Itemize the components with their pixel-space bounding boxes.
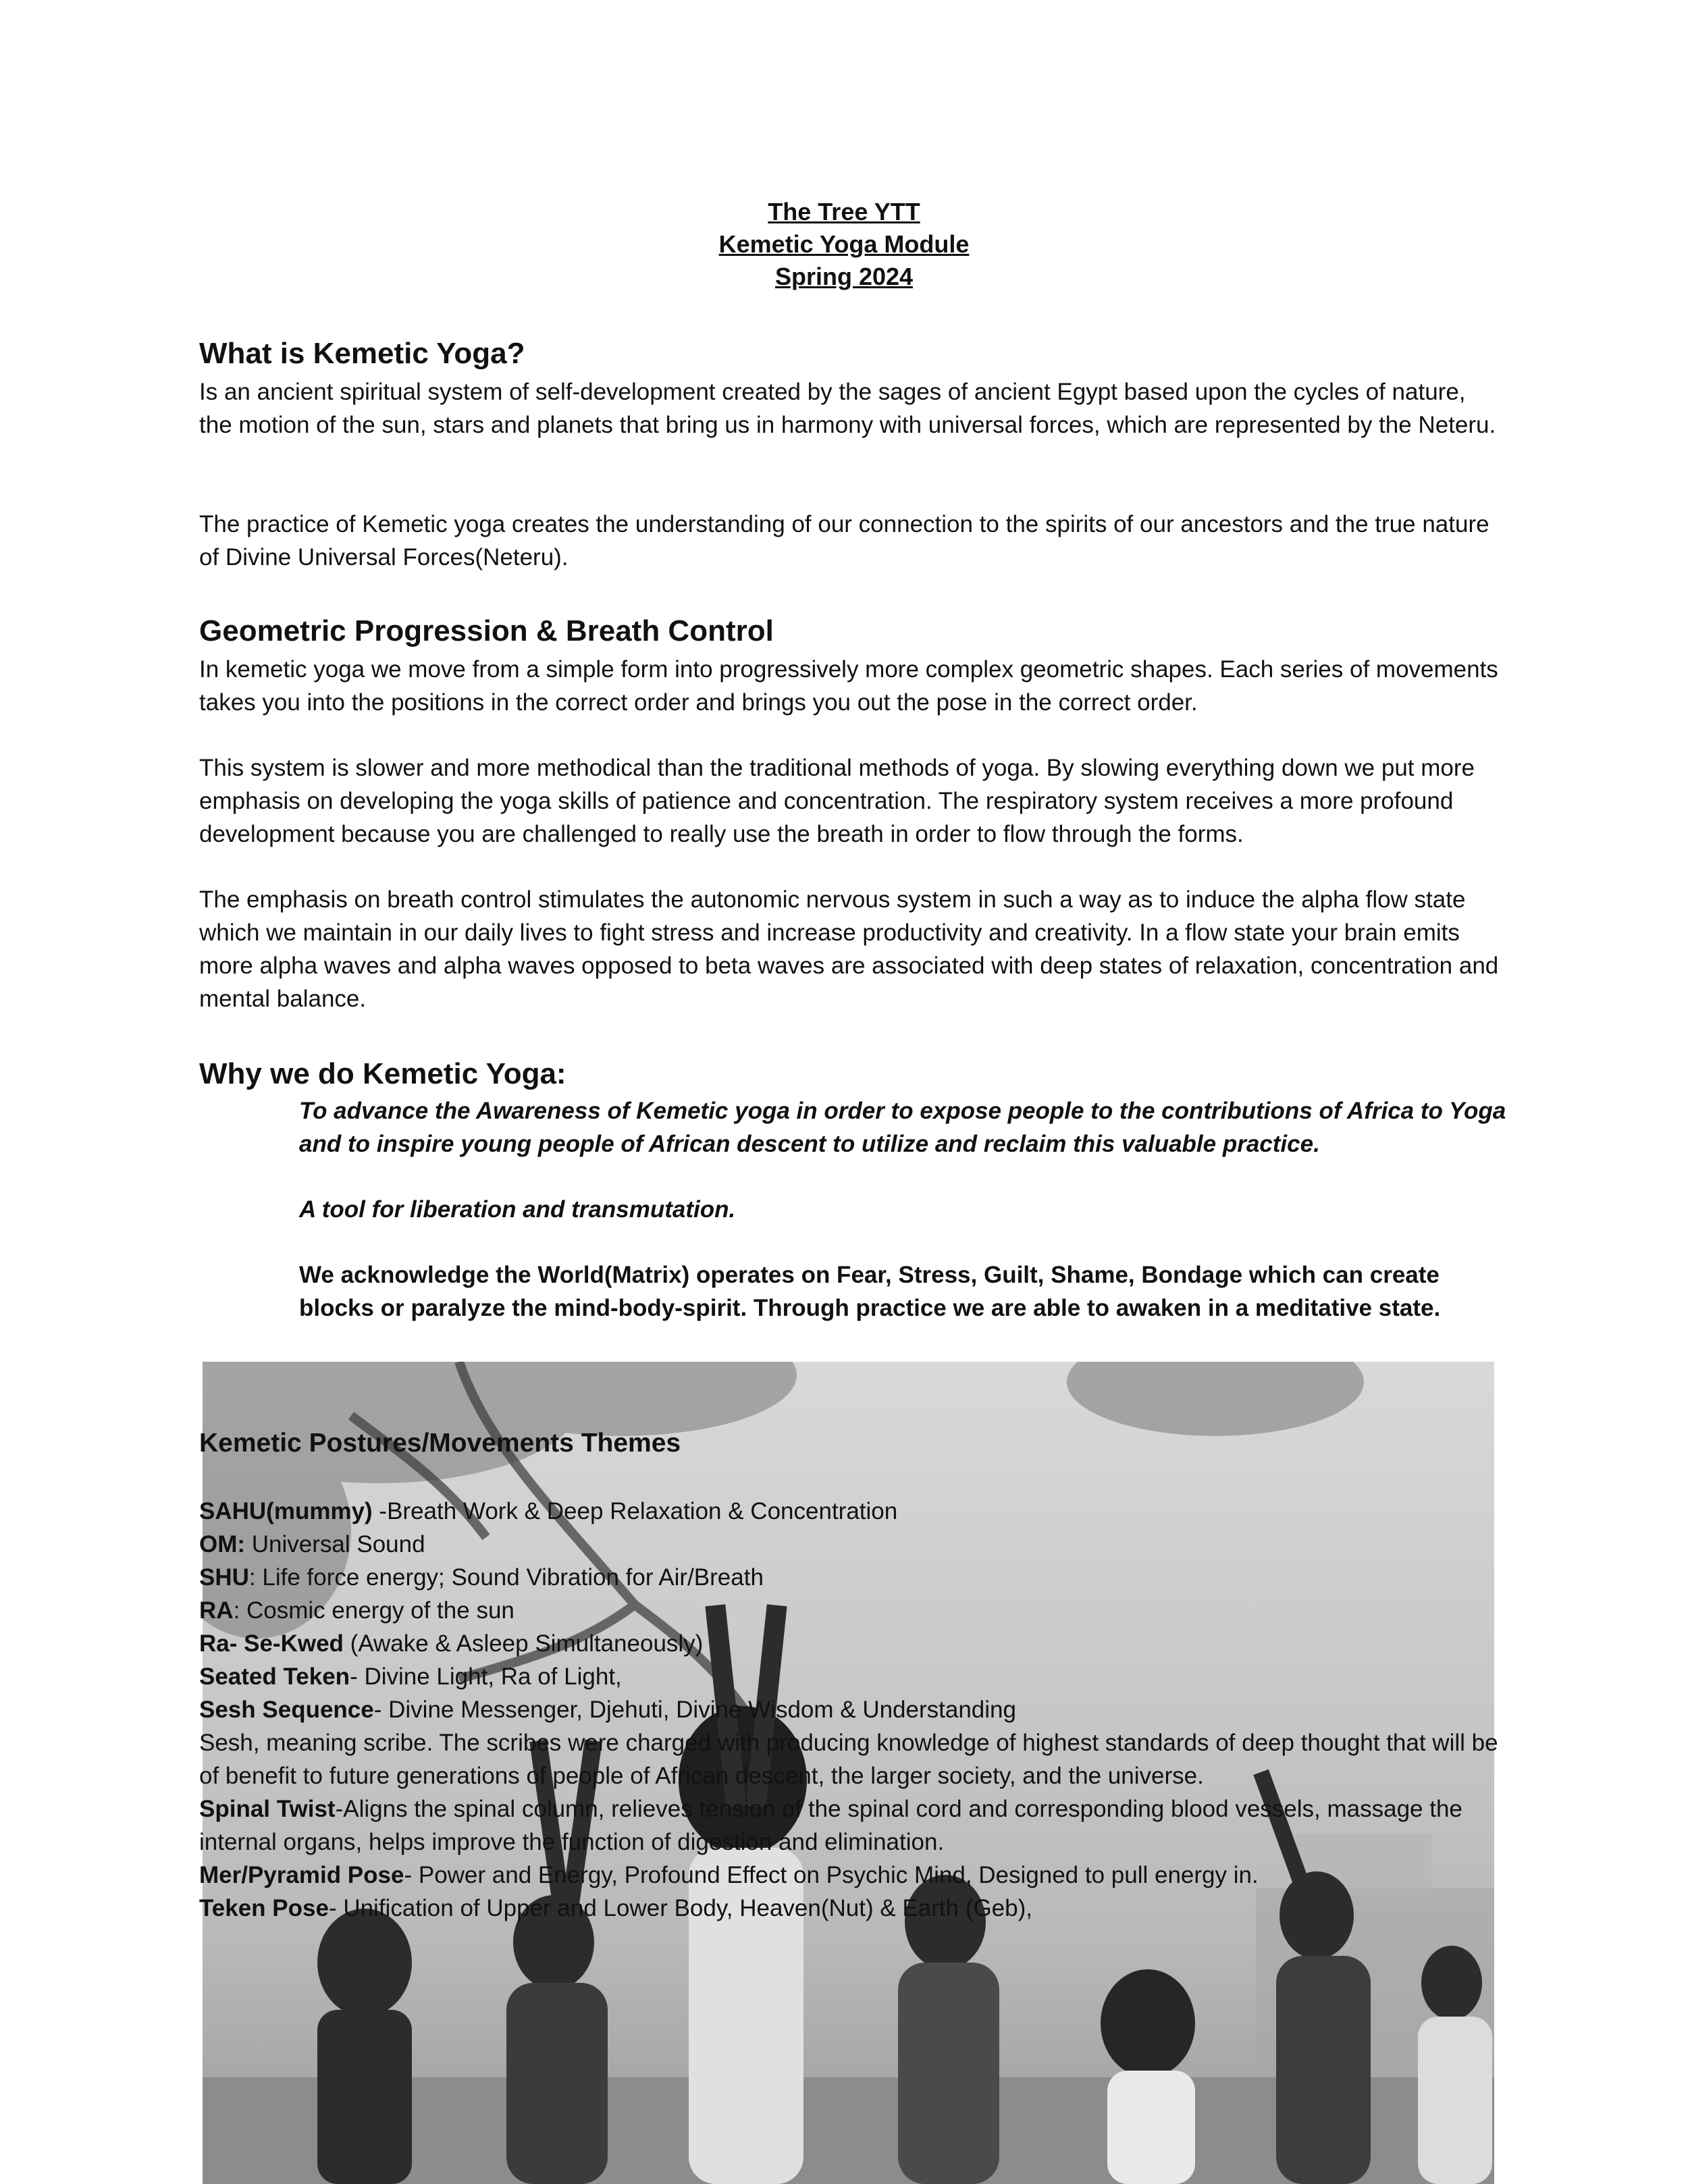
posture-item bbox=[199, 1495, 1516, 1528]
posture-term: Mer/Pyramid Pose bbox=[199, 1862, 404, 1888]
posture-desc: : Life force energy; Sound Vibration for Air/Breath bbox=[248, 1564, 764, 1591]
posture-term: Teken Pose bbox=[199, 1895, 329, 1921]
sesh-note: Sesh, meaning scribe. The scribes were charged with producing knowledge of highest standards of deep thought that will be of benefit to future generations of people of African descent, the larger society, and the universe. bbox=[199, 1730, 1498, 1789]
geometric-paragraph-2: This system is slower and more methodical than the traditional methods of yoga. By slowing everything down we put more emphasis on developing the yoga skills of patience and concentration. The respiratory system receives a more profound development because you are challenged to really use the breath in order to flow through the forms. bbox=[199, 755, 1475, 847]
postures-list bbox=[199, 1495, 1516, 1925]
what-is-paragraph-2: The practice of Kemetic yoga creates the understanding of our connection to the spirits of our ancestors and the true nature of Divine Universal Forces(Neteru). bbox=[199, 511, 1489, 570]
document-title-block bbox=[0, 196, 1688, 293]
posture-item bbox=[199, 1792, 1516, 1859]
posture-desc: - Divine Light, Ra of Light, bbox=[350, 1663, 622, 1690]
posture-item bbox=[199, 1660, 1516, 1693]
title-line-2: Kemetic Yoga Module bbox=[718, 230, 970, 258]
posture-term: Seated Teken bbox=[199, 1663, 350, 1690]
posture-term: RA bbox=[199, 1597, 234, 1624]
posture-desc: -Breath Work & Deep Relaxation & Concentration bbox=[372, 1498, 898, 1524]
postures-heading: Kemetic Postures/Movements Themes bbox=[199, 1429, 681, 1458]
geometric-paragraph-1: In kemetic yoga we move from a simple form into progressively more complex geometric shapes. Each series of movements takes you into the positions in the correct order and brings you out the pose in the correct order. bbox=[199, 656, 1498, 716]
posture-term: SAHU(mummy) bbox=[199, 1498, 373, 1524]
why-point-3: We acknowledge the World(Matrix) operates on Fear, Stress, Guilt, Shame, Bondage which can create blocks or paralyze the mind-body-spirit. Through practice we are able to awaken in a meditative state. bbox=[299, 1262, 1441, 1321]
posture-term: OM: bbox=[199, 1531, 246, 1557]
heading-geometric-progression: Geometric Progression & Breath Control bbox=[199, 614, 774, 647]
heading-what-is: What is Kemetic Yoga? bbox=[199, 337, 525, 370]
posture-term: Sesh Sequence bbox=[199, 1697, 374, 1723]
posture-item bbox=[199, 1693, 1516, 1726]
why-point-1: To advance the Awareness of Kemetic yoga in order to expose people to the contributions of Africa to Yoga and to inspire young people of African descent to utilize and reclaim this valuable practice. bbox=[299, 1098, 1506, 1157]
posture-term: Spinal Twist bbox=[199, 1796, 336, 1822]
posture-desc: Universal Sound bbox=[245, 1531, 425, 1557]
posture-item bbox=[199, 1892, 1516, 1925]
posture-item bbox=[199, 1561, 1516, 1594]
title-line-3: Spring 2024 bbox=[774, 263, 914, 290]
posture-term: Ra- Se-Kwed bbox=[199, 1630, 344, 1657]
geometric-paragraph-3: The emphasis on breath control stimulates the autonomic nervous system in such a way as to induce the alpha flow state which we maintain in our daily lives to fight stress and increase productivity and creativity. In a flow state your brain emits more alpha waves and alpha waves opposed to beta waves are associated with deep states of relaxation, concentration and mental balance. bbox=[199, 886, 1499, 1012]
posture-desc: - Power and Energy, Profound Effect on Psychic Mind, Designed to pull energy in. bbox=[404, 1862, 1259, 1888]
posture-desc: : Cosmic energy of the sun bbox=[233, 1597, 515, 1624]
posture-item bbox=[199, 1594, 1516, 1627]
posture-desc: - Divine Messenger, Djehuti, Divine Wisdom & Understanding bbox=[373, 1697, 1016, 1723]
what-is-paragraph-1: Is an ancient spiritual system of self-development created by the sages of ancient Egypt based upon the cycles of nature, the motion of the sun, stars and planets that bring us in harmony with universal forces, which are represented by the Neteru. bbox=[199, 379, 1496, 438]
posture-item bbox=[199, 1859, 1516, 1892]
posture-desc: - Unification of Upper and Lower Body, Heaven(Nut) & Earth (Geb), bbox=[328, 1895, 1032, 1921]
posture-desc: (Awake & Asleep Simultaneously) bbox=[343, 1630, 704, 1657]
why-point-2: A tool for liberation and transmutation. bbox=[299, 1196, 736, 1223]
posture-term: SHU bbox=[199, 1564, 249, 1591]
posture-item bbox=[199, 1627, 1516, 1660]
posture-desc: -Aligns the spinal column, relieves tension of the spinal cord and corresponding blood vessels, massage the internal organs, helps improve the function of digestion and elimination. bbox=[199, 1796, 1462, 1855]
title-line-1: The Tree YTT bbox=[768, 198, 920, 225]
heading-why-we-do: Why we do Kemetic Yoga: bbox=[199, 1057, 566, 1090]
posture-item bbox=[199, 1528, 1516, 1561]
